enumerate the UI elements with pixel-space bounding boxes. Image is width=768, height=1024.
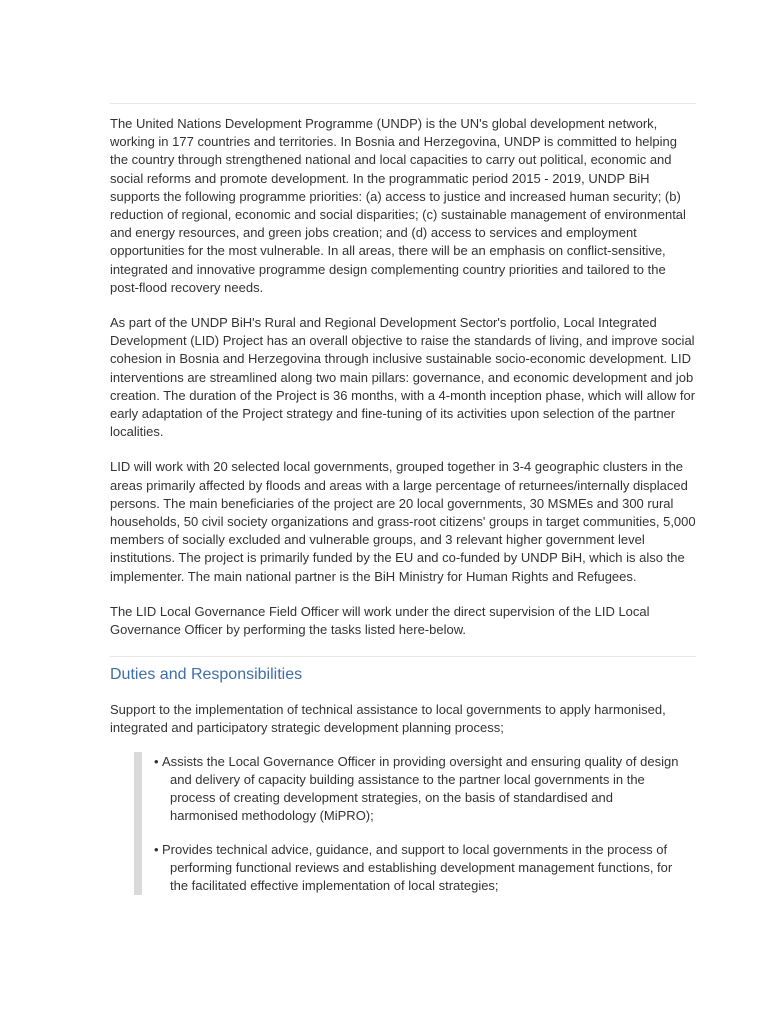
- bullet-icon: •: [154, 841, 159, 857]
- intro-paragraph-supervision: The LID Local Governance Field Officer will work under the direct supervision of the LID Local Governance Officer by performing the tasks listed here-below.: [110, 603, 650, 638]
- intro-paragraph-lid-project: As part of the UNDP BiH's Rural and Regional Development Sector's portfolio, Local Integrated Development (LID) Project has an overall objective to raise the standards of living, and improve social cohesion in Bosnia and Herzegovina through inclusive sustainable socio-economic development. LID interventions are streamlined along two main pillars: governance, and economic development and job creation. The duration of the Project is 36 months, with a 4-month inception phase, which will allow for early adaptation of the Project strategy and fine-tuning of its activities upon selection of the partner localities.: [110, 315, 696, 440]
- intro-paragraph-beneficiaries: LID will work with 20 selected local governments, grouped together in 3-4 geographic clusters in the areas primarily affected by floods and areas with a large percentage of returnees/internally displaced persons. The main beneficiaries of the project are 20 local governments, 30 MSMEs and 300 rural households, 50 civil society organizations and grass-root citizens' groups in target communities, 5,000 members of socially excluded and vulnerable groups, and 3 relevant higher government level institutions. The project is primarily funded by the EU and co-funded by UNDP BiH, which is also the implementer. The main national partner is the BiH Ministry for Human Rights and Refugees.: [110, 459, 696, 584]
- duty-bullet-text: Assists the Local Governance Officer in providing oversight and ensuring quality of design and delivery of capacity building assistance to the partner local governments in the process of creating development strategies, on the basis of standardised and harmonised methodology (MiPRO);: [162, 753, 679, 824]
- duty-bullet-item: [154, 841, 684, 896]
- top-divider: [110, 103, 696, 104]
- duties-bullet-block: [134, 752, 684, 895]
- job-description: [110, 0, 696, 895]
- duty-bullet-text: Provides technical advice, guidance, and support to local governments in the process of performing functional reviews and establishing development management functions, for the facilitated effective implementation of local strategies;: [162, 841, 673, 893]
- duties-heading: Duties and Responsibilities: [110, 666, 303, 684]
- intro-paragraph-undp: The United Nations Development Programme (UNDP) is the UN's global development network, working in 177 countries and territories. In Bosnia and Herzegovina, UNDP is committed to helping the country through strengthened national and local capacities to carry out political, economic and social reforms and promote development. In the programmatic period 2015 - 2019, UNDP BiH supports the following programme priorities: (a) access to justice and increased human security; (b) reduction of regional, economic and social disparities; (c) sustainable management of environmental and energy resources, and green jobs creation; and (d) access to services and employment opportunities for the most vulnerable. In all areas, there will be an emphasis on conflict-sensitive, integrated and innovative programme design complementing country priorities and tailored to the post-flood recovery needs.: [110, 116, 686, 295]
- bullet-icon: •: [154, 753, 159, 769]
- duty-bullet-item: [154, 753, 684, 826]
- duties-lead-text: Support to the implementation of technical assistance to local governments to apply harmonised, integrated and participatory strategic development planning process;: [110, 702, 666, 736]
- section-divider: [110, 656, 696, 657]
